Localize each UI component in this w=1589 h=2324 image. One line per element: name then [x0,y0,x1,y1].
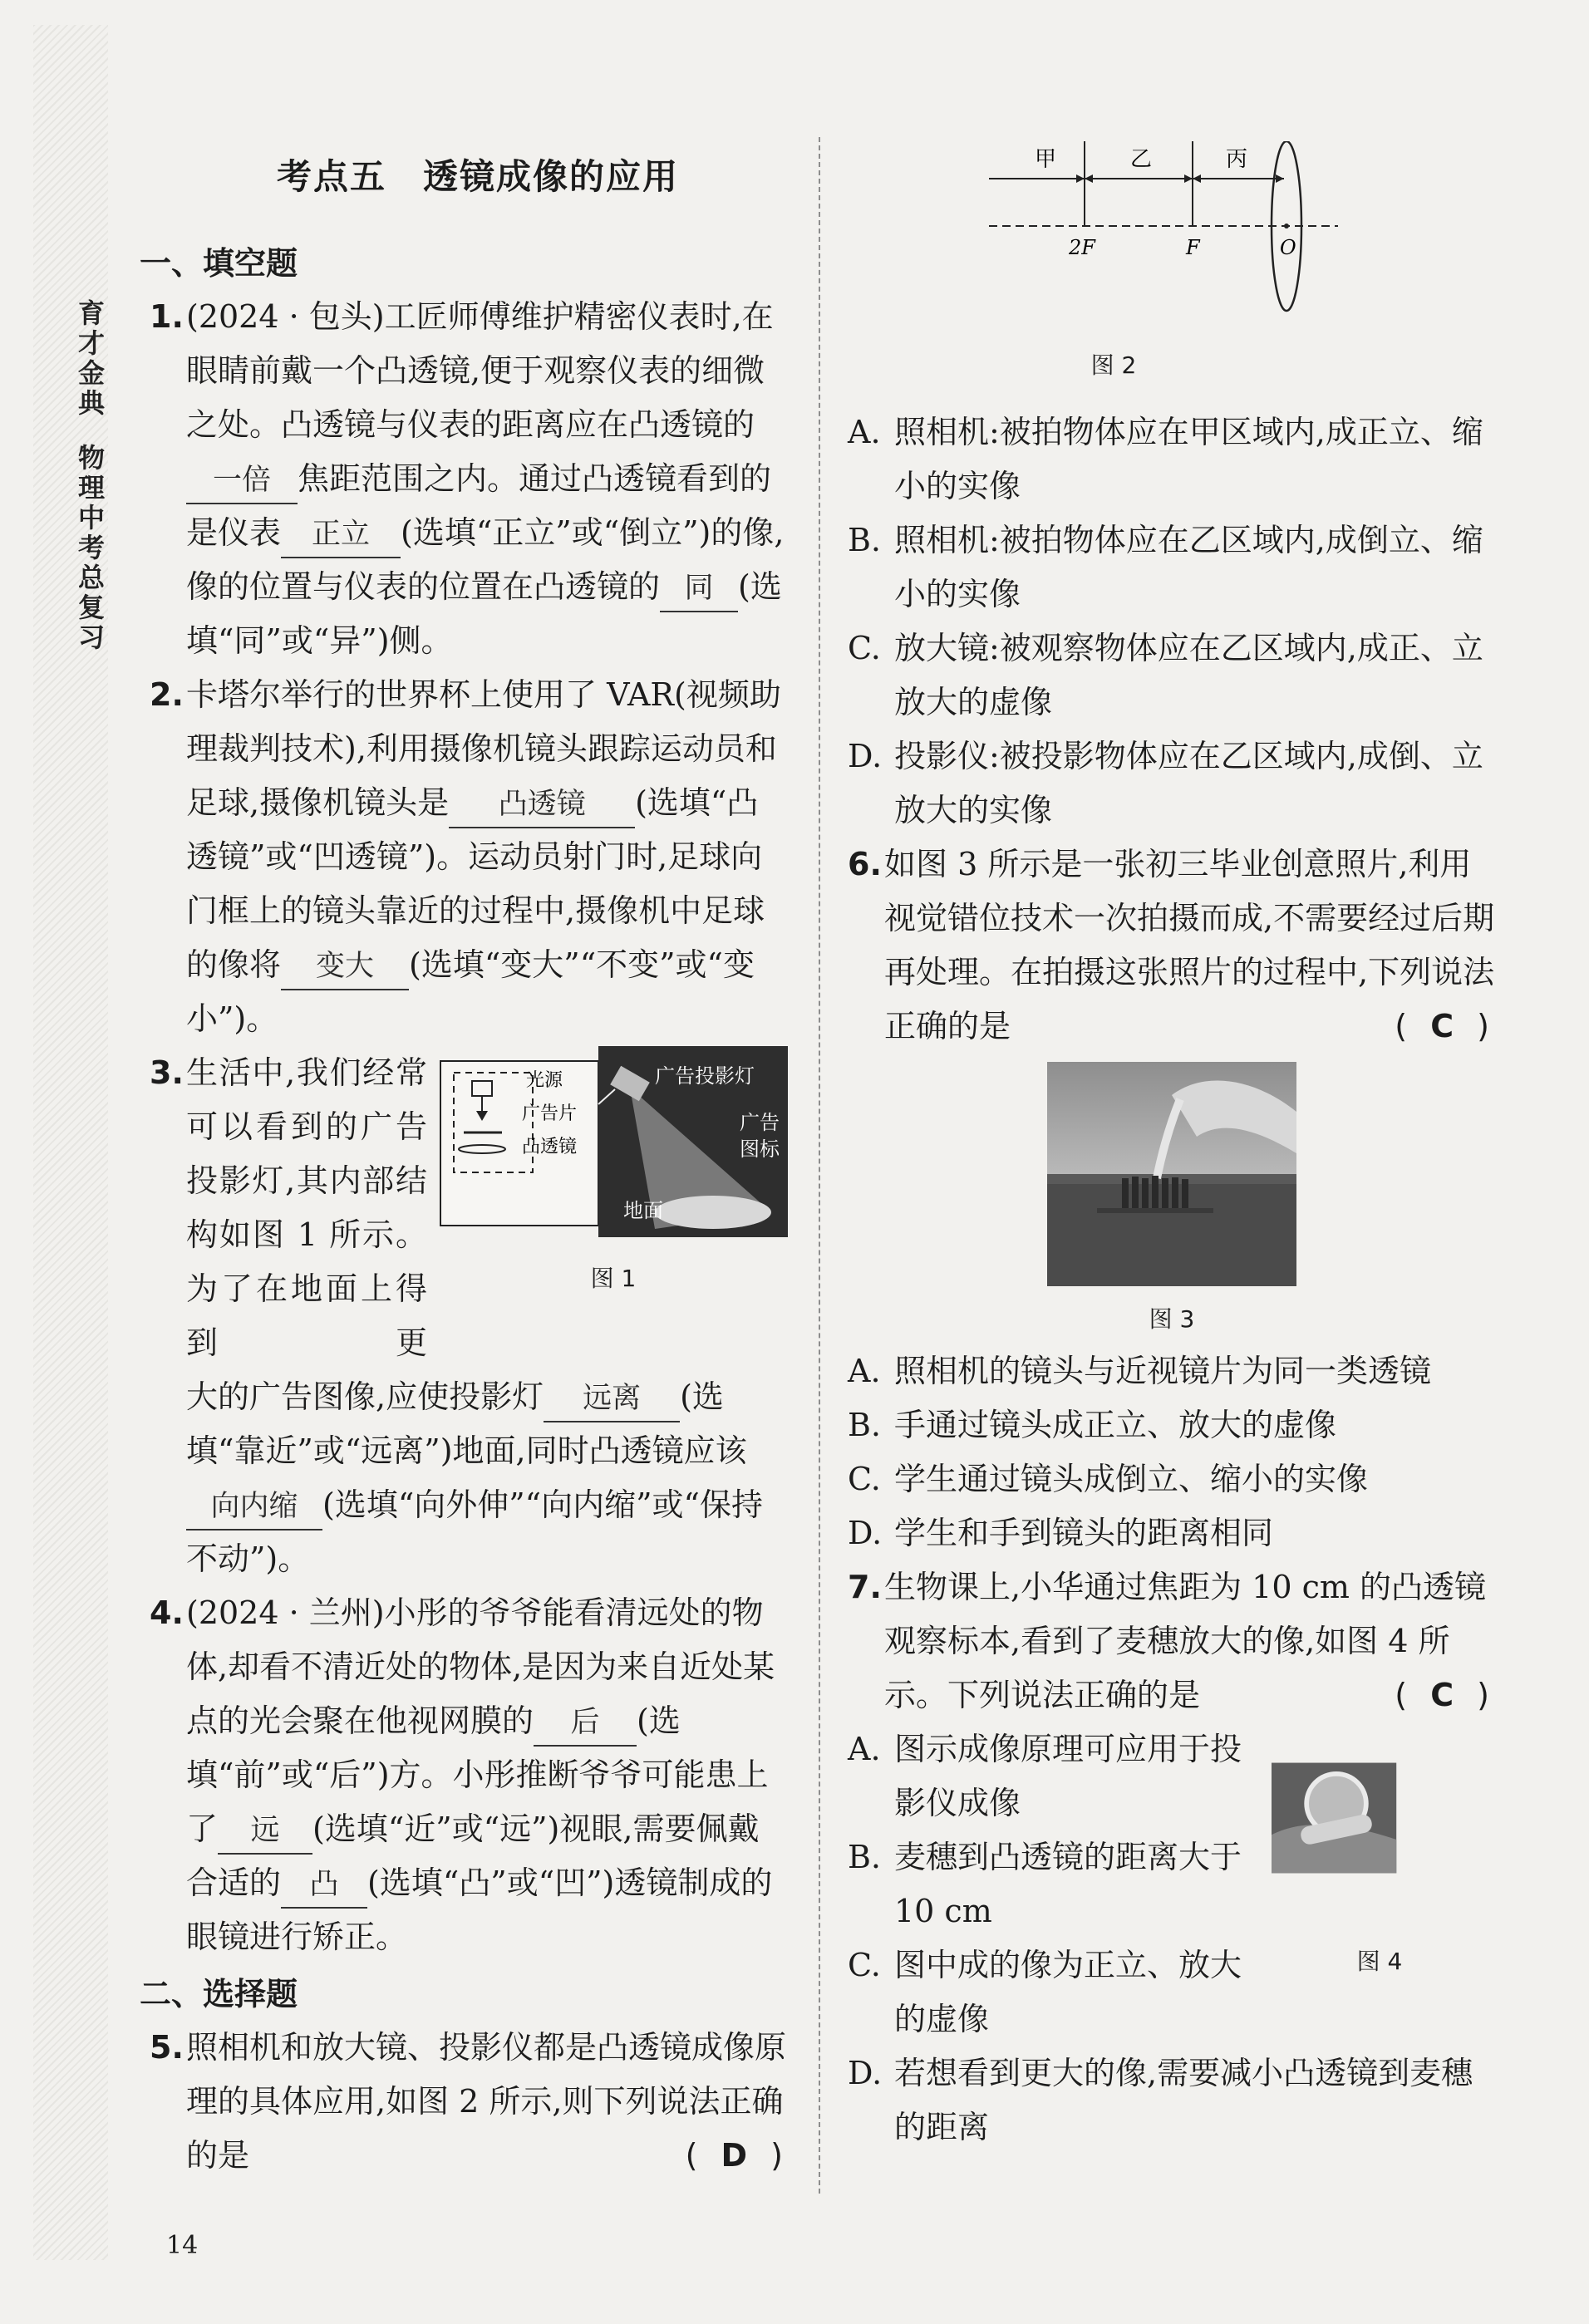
answer-blank: 正立 [281,512,401,558]
question-text: (选填“凸透镜”或“凹透镜”)。运动员射门时,足球向门框上的镜头靠近的过程中,摄像机中足球的像将 [186,784,765,983]
option-letter: D. [848,1515,883,1551]
question-6 [848,838,1496,1054]
figure-1 [439,1046,788,1295]
projector-lamp-figure [439,1046,788,1237]
figure-caption: 图 2 [1090,351,1137,379]
left-column [140,150,790,2183]
answer-bracket: ( C ) [1395,1677,1496,1713]
question-text: (选填“凸”或“凹”)透镜制成的眼镜进行矫正。 [186,1865,773,1955]
question-5-options [848,405,1496,838]
option-c [848,622,1496,730]
right-column [848,141,1496,2154]
figure-caption: 图 4 [1356,1948,1403,1975]
question-text: 照相机和放大镜、投影仪都是凸透镜成像原理的具体应用,如图 2 所示,则下列说法正确的是 [186,2029,787,2174]
option-letter: B. [848,522,882,558]
mark-f: F [1186,236,1200,259]
question-text: (选填“向外伸”“向内缩”或“保持不动”)。 [186,1486,763,1577]
question-text: (2024 · 兰州)小彤的爷爷能看清远处的物体,却看不清近处的物体,是因为来自近处某点的光会聚在他视网膜的 [186,1594,775,1739]
question-number: 3. [150,1054,184,1091]
question-number: 2. [150,676,184,713]
option-letter: C. [848,1947,881,1983]
option-letter: D. [848,2055,883,2091]
chosen-answer: C [1430,1677,1461,1713]
option-c [848,1452,1496,1506]
answer-blank: 同 [660,566,738,612]
page-number: 14 [166,2231,199,2260]
question-3 [150,1046,790,1370]
question-text: (选填“前”或“后”)方。小彤推断爷爷可能患上了 [186,1702,769,1847]
answer-blank: 向内缩 [186,1484,322,1530]
question-number: 6. [848,846,882,882]
option-b [848,1830,1243,1938]
question-text: (选填“同”或“异”)侧。 [186,568,782,659]
mark-2f: 2F [1069,236,1095,259]
question-text: 生物课上,小华通过焦距为 10 cm 的凸透镜观察标本,看到了麦穗放大的像,如图 4 所示。下列说法正确的是 [884,1569,1486,1713]
page-title: 考点五 透镜成像的应用 [276,156,679,197]
question-4 [150,1586,790,1964]
figure-2 [848,141,1496,382]
question-text: (2024 · 包头)工匠师傅维护精密仪表时,在眼睛前戴一个凸透镜,便于观察仪表的细微之处。凸透镜与仪表的距离应在凸透镜的 [186,298,774,443]
mark-o: O [1280,236,1296,259]
question-number: 5. [150,2029,184,2066]
option-a [848,405,1496,513]
option-letter: C. [848,1461,881,1497]
option-text: 照相机的镜头与近视镜片为同一类透镜 [894,1353,1432,1389]
label-slide: 广告片 [522,1103,578,1124]
option-text: 学生通过镜头成倒立、缩小的实像 [894,1461,1369,1497]
option-text: 若想看到更大的像,需要减小凸透镜到麦穗的距离 [894,2055,1473,2145]
question-5 [150,2021,790,2183]
answer-blank: 变大 [281,944,409,990]
option-text: 手通过镜头成正立、放大的虚像 [894,1407,1337,1443]
option-letter: C. [848,630,881,666]
book-name: 物理中考总复习 [74,444,106,653]
question-3-continued [150,1370,790,1586]
chosen-answer: D [721,2137,755,2174]
question-text: (选填“变大”“不变”或“变小”)。 [186,946,755,1037]
option-text: 投影仪:被投影物体应在乙区域内,成倒、立放大的实像 [894,738,1483,828]
answer-blank: 凸透镜 [449,782,635,828]
region-yi: 乙 [1130,147,1153,172]
question-number: 4. [150,1594,184,1631]
question-text: 焦距范围之内。通过凸透镜看到的是仪表 [186,460,772,551]
answer-blank: 远 [218,1808,312,1855]
option-letter: B. [848,1407,882,1443]
option-b [848,513,1496,622]
option-text: 照相机:被拍物体应在乙区域内,成倒立、缩小的实像 [894,522,1483,612]
section-choice: 二、选择题 [140,1976,298,2012]
magnifier-wheat-photo [1272,1722,1488,1914]
graduation-photo [1047,1062,1296,1286]
label-lamp: 广告投影灯 [655,1064,755,1088]
question-text: 生活中,我们经常可以看到的广告投影灯,其内部结构如图 1 所示。为了在地面上得到更 [186,1054,427,1361]
chosen-answer: C [1430,1008,1461,1044]
question-text: 卡塔尔举行的世界杯上使用了 VAR(视频助理裁判技术),利用摄像机镜头跟踪运动员和足球,摄像机镜头是 [186,676,781,821]
option-text: 放大镜:被观察物体应在乙区域内,成正、立放大的虚像 [894,630,1483,720]
option-letter: B. [848,1839,882,1875]
question-text: 如图 3 所示是一张初三毕业创意照片,利用视觉错位技术一次拍摄而成,不需要经过后期再处理。在拍摄这张照片的过程中,下列说法正确的是 [884,846,1495,1044]
option-a [848,1344,1496,1398]
region-bing: 丙 [1226,147,1248,172]
question-2 [150,668,790,1046]
option-d [848,2046,1496,2154]
question-text: (选填“近”或“远”)视眼,需要佩戴合适的 [186,1811,760,1901]
question-6-options [848,1344,1496,1560]
option-text: 学生和手到镜头的距离相同 [894,1515,1274,1551]
figure-caption: 图 1 [590,1265,637,1292]
series-name: 育才金典 [74,299,106,419]
option-text: 图中成的像为正立、放大的虚像 [894,1947,1242,2037]
option-letter: A. [848,414,881,450]
question-7 [848,1560,1496,1722]
label-lens: 凸透镜 [522,1137,578,1157]
answer-blank: 远离 [544,1376,680,1422]
answer-blank: 一倍 [186,458,298,504]
answer-blank: 凸 [281,1862,367,1909]
option-a [848,1722,1243,1830]
students-group [1122,1176,1188,1211]
option-text: 麦穗到凸透镜的距离大于 10 cm [894,1839,1242,1929]
lens-regions-diagram [989,141,1355,332]
answer-blank: 后 [534,1700,637,1747]
label-icon: 图标 [740,1137,780,1161]
question-number: 1. [150,298,184,335]
option-b [848,1398,1496,1452]
question-number: 7. [848,1569,882,1605]
question-text: (选填“靠近”或“远离”)地面,同时凸透镜应该 [186,1378,747,1469]
option-text: 图示成像原理可应用于投影仪成像 [894,1731,1242,1821]
label-ad: 广告 [740,1111,780,1134]
option-letter: A. [848,1731,881,1767]
option-d [848,1506,1496,1560]
question-1 [150,290,790,668]
question-text: (选填“正立”或“倒立”)的像,像的位置与仪表的位置在凸透镜的 [186,514,785,605]
figure-3 [848,1062,1496,1336]
option-c [848,1938,1243,2046]
option-letter: D. [848,738,883,774]
figure-caption: 图 3 [1149,1305,1195,1333]
series-label [66,299,108,653]
projected-spot [655,1196,771,1229]
option-letter: A. [848,1353,881,1389]
question-text: 大的广告图像,应使投影灯 [186,1378,544,1415]
column-divider [819,137,820,2194]
label-light-source: 光源 [526,1070,563,1091]
option-text: 照相机:被拍物体应在甲区域内,成正立、缩小的实像 [894,414,1483,504]
answer-bracket: ( D ) [685,2137,790,2174]
label-ground: 地面 [623,1199,663,1222]
region-jia: 甲 [1035,147,1057,172]
question-7-options [848,1722,1496,2154]
option-d [848,730,1496,838]
section-fill-in: 一、填空题 [140,245,298,282]
answer-bracket: ( C ) [1395,1008,1496,1044]
